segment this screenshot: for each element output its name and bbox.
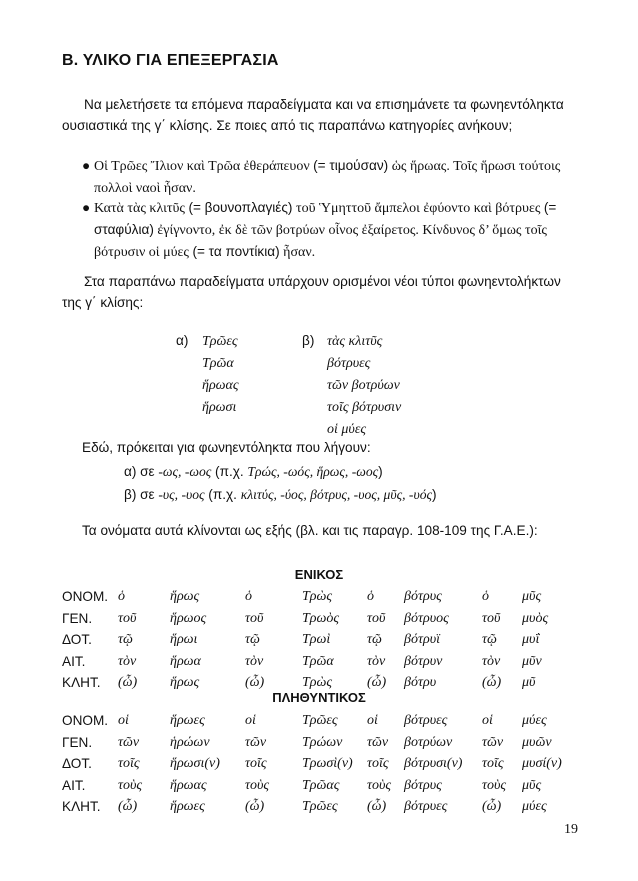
declension-cell: μύες	[522, 713, 547, 728]
ending-line-a: α) σε -ως, -ωος (π.χ. Τρώς, -ωός, ἥρως, -ωος)	[124, 464, 383, 479]
ending-line-b: β) σε -υς, -υος (π.χ. κλιτύς, -ύος, βότρυς, -υος, μῦς, -υός)	[124, 487, 437, 502]
declension-cell: ἥρωα	[170, 653, 201, 669]
declension-cell: τοῖς	[367, 756, 389, 771]
declension-intro: Τα ονόματα αυτά κλίνονται ως εξής (βλ. και τις παραγρ. 108-109 της Γ.Α.Ε.):	[82, 523, 538, 538]
example-group-a	[202, 331, 239, 419]
bullet-dot-icon: ●	[82, 200, 91, 215]
declension-cell: Τρώων	[302, 734, 343, 750]
gloss-text: (= βουνοπλαγιές)	[188, 200, 293, 215]
greek-text: Οἱ Τρῶες Ἴλιον καὶ Τρῶα ἐθεράπευον	[94, 159, 314, 174]
declension-cell: τοὺς	[245, 777, 270, 793]
case-label: ΑΙΤ.	[62, 777, 86, 793]
declension-cell: (ὦ)	[482, 799, 502, 814]
declension-cell: τὸν	[482, 653, 501, 669]
example-word: ἥρωας	[202, 378, 239, 393]
declension-cell: Τρῶα	[302, 653, 334, 669]
declension-cell: μυσί(ν)	[522, 756, 562, 771]
declension-cell: οἱ	[245, 713, 256, 728]
greek-text: ἦσαν.	[279, 245, 316, 260]
declension-cell: ἥρως	[170, 589, 200, 604]
declension-cell: βότρυ	[404, 675, 437, 690]
declension-cell: βότρυν	[404, 653, 443, 669]
greek-text: ἐγίγνοντο, ἐκ δὲ τῶν βοτρύων οἶνος ἐξαίρετος. Κίνδυνος δ’ ὅμως τοῖς βότρυσιν οἱ μύες	[94, 223, 547, 260]
declension-cell: τῷ	[482, 632, 497, 647]
declension-cell: τῷ	[245, 632, 260, 647]
declension-cell: (ὦ)	[245, 799, 265, 814]
declension-cell: βότρυσι(ν)	[404, 756, 463, 771]
declension-cell: βότρυς	[404, 777, 442, 793]
declension-cell: Τρῶας	[302, 777, 340, 793]
declension-cell: Τρωὸς	[302, 610, 340, 626]
declension-cell: τῶν	[245, 734, 267, 750]
declension-cell: (ὦ)	[245, 675, 265, 690]
declension-cell: ὁ	[118, 589, 125, 604]
example-group-b	[327, 331, 401, 441]
declension-cell: τῶν	[367, 734, 389, 750]
case-label: ΔΟΤ.	[62, 756, 92, 771]
declension-cell: μύες	[522, 799, 547, 814]
declension-cell: τοὺς	[118, 777, 143, 793]
declension-cell: βότρυος	[404, 610, 449, 626]
greek-text: ὡς ἥρωας. Τοῖς ἥρωσι τούτοις πολλοὶ ναοὶ ἦσαν.	[94, 159, 561, 196]
examples-intro-paragraph: Στα παραπάνω παραδείγματα υπάρχουν ορισμένοι νέοι τύποι φωνηεντολήκτων της γ΄ κλίσης:	[62, 274, 561, 310]
case-label: ΟΝΟΜ.	[62, 713, 109, 728]
singular-title: ΕΝΙΚΟΣ	[294, 567, 344, 582]
example-group-a-label: α)	[176, 333, 189, 348]
declension-cell: οἱ	[118, 713, 129, 728]
intro-paragraph: Να μελετήσετε τα επόμενα παραδείγματα και να επισημάνετε τα φωνηεντόληκτα ουσιαστικά της γ΄ κλίσης. Σε ποιες από τις παραπάνω κατηγορίες ανήκουν;	[62, 97, 564, 133]
declension-cell: Τρωὶ	[302, 632, 331, 647]
declension-cell: μυῶν	[522, 734, 552, 750]
declension-cell: μῦς	[522, 589, 542, 604]
declension-cell: βοτρύων	[404, 734, 453, 750]
declension-cell: μῦν	[522, 653, 542, 669]
declension-cell: ἥρωας	[170, 777, 207, 793]
declension-cell: ἥρωσι(ν)	[170, 756, 220, 771]
declension-cell: ὁ	[245, 589, 252, 604]
plural-title: ΠΛΗΘΥΝΤΙΚΟΣ	[272, 690, 366, 705]
case-label: ΓΕΝ.	[62, 610, 93, 626]
declension-cell: τῶν	[118, 734, 140, 750]
declension-cell: οἱ	[482, 713, 493, 728]
bullet-item	[82, 155, 567, 199]
declension-cell: ἥρωες	[170, 713, 205, 728]
declension-cell: τοῦ	[482, 610, 501, 626]
declension-cell: ἡρώων	[170, 734, 210, 750]
example-word: τῶν βοτρύων	[327, 378, 400, 393]
declension-cell: τοὺς	[482, 777, 507, 793]
declension-cell: Τρωσὶ(ν)	[302, 756, 353, 771]
declension-cell: (ὦ)	[367, 799, 387, 814]
page-number: 19	[564, 822, 578, 837]
declension-cell: Τρῶες	[302, 799, 338, 814]
declension-cell: μῦ	[522, 675, 536, 690]
declension-cell: βότρυϊ	[404, 632, 441, 647]
declension-cell: τὸν	[118, 653, 137, 669]
greek-text: Κατὰ τὰς κλιτῦς	[94, 201, 189, 216]
declension-cell: βότρυς	[404, 589, 442, 604]
declension-cell: τῷ	[367, 632, 382, 647]
declension-cell: τοῖς	[482, 756, 504, 771]
endings-description: Εδώ, πρόκειται για φωνηεντόληκτα που λήγουν:	[82, 440, 371, 455]
example-word: Τρῶες	[202, 334, 238, 349]
declension-cell: ἥρωες	[170, 799, 205, 814]
declension-cell: ὁ	[367, 589, 374, 604]
declension-cell: (ὦ)	[482, 675, 502, 690]
declension-cell: τοὺς	[367, 777, 392, 793]
declension-cell: μῦς	[522, 777, 542, 793]
case-label: ΟΝΟΜ.	[62, 589, 109, 604]
example-group-b-label: β)	[302, 333, 315, 348]
case-label: ΓΕΝ.	[62, 734, 93, 750]
declension-cell: τῷ	[118, 632, 133, 647]
example-word: οἱ μύες	[327, 422, 367, 437]
declension-cell: τοῦ	[118, 610, 137, 626]
gloss-text: (= σταφύλια)	[94, 200, 557, 237]
declension-cell: ἥρωι	[170, 632, 198, 647]
declension-cell: τοῖς	[118, 756, 140, 771]
declension-cell: μυὸς	[522, 610, 549, 626]
section-heading: Β. ΥΛΙΚΟ ΓΙΑ ΕΠΕΞΕΡΓΑΣΙΑ	[62, 52, 279, 69]
declension-cell: οἱ	[367, 713, 378, 728]
declension-cell: Τρῶες	[302, 713, 338, 728]
bullet-dot-icon: ●	[82, 158, 91, 173]
declension-cell: ὁ	[482, 589, 489, 604]
example-word: βότρυες	[327, 356, 371, 371]
declension-cell: βότρυες	[404, 799, 448, 814]
declension-cell: (ὦ)	[367, 675, 387, 690]
declension-cell: τοῦ	[367, 610, 386, 626]
case-label: ΚΛΗΤ.	[62, 675, 101, 690]
declension-cell: Τρὼς	[302, 589, 333, 604]
declension-cell: τοῖς	[245, 756, 267, 771]
example-word: ἥρωσι	[202, 400, 237, 415]
example-word: τοῖς βότρυσιν	[327, 400, 402, 415]
case-label: ΔΟΤ.	[62, 632, 92, 647]
declension-cell: μυΐ	[522, 632, 540, 647]
example-word: τὰς κλιτῦς	[327, 334, 383, 349]
case-label: ΚΛΗΤ.	[62, 799, 101, 814]
declension-cell: τοῦ	[245, 610, 264, 626]
declension-cell: ἥρωος	[170, 610, 207, 626]
gloss-text: (= τα ποντίκια)	[192, 244, 280, 259]
bullet-item	[82, 197, 567, 263]
case-label: ΑΙΤ.	[62, 653, 86, 669]
declension-cell: βότρυες	[404, 713, 448, 728]
declension-cell: Τρὼς	[302, 675, 333, 690]
declension-cell: τῶν	[482, 734, 504, 750]
declension-cell: τὸν	[367, 653, 386, 669]
example-word: Τρῶα	[202, 356, 234, 371]
declension-cell: (ὦ)	[118, 675, 138, 690]
greek-text: τοῦ Ὑμηττοῦ ἄμπελοι ἐφύοντο καὶ βότρυες	[292, 201, 544, 216]
declension-cell: τὸν	[245, 653, 264, 669]
declension-cell: ἥρως	[170, 675, 200, 690]
gloss-text: (= τιμούσαν)	[313, 158, 389, 173]
declension-cell: (ὦ)	[118, 799, 138, 814]
